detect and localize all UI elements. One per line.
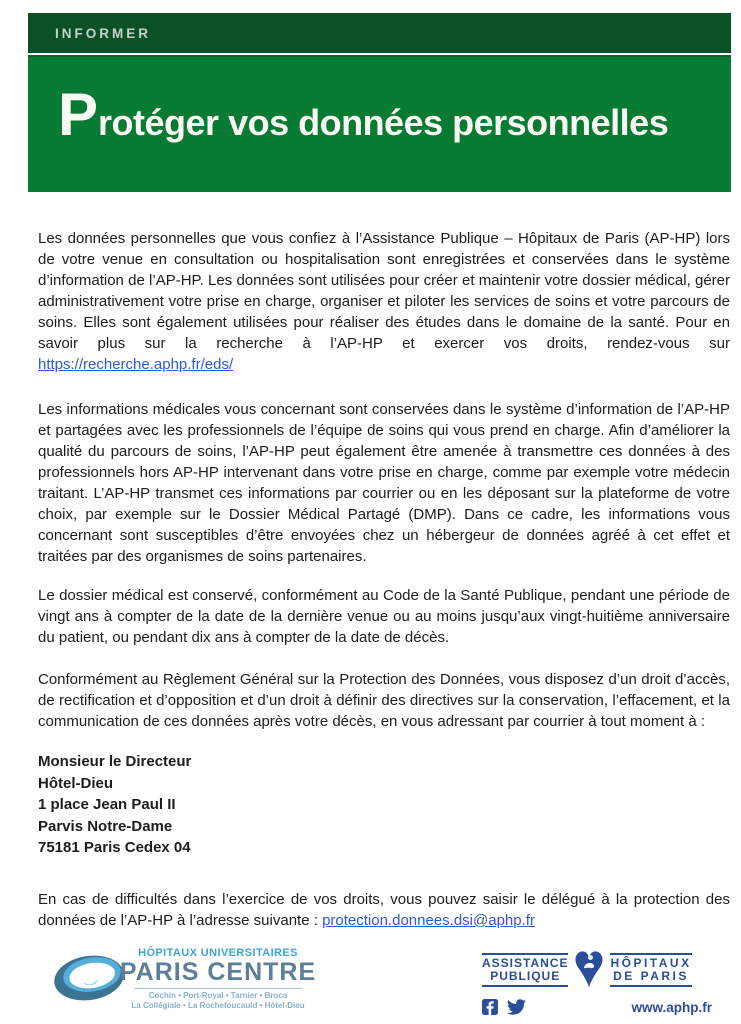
paris-centre-logo: [52, 947, 317, 1011]
aphp-word-de-paris: DE PARIS: [613, 969, 689, 983]
paris-centre-text: [119, 947, 317, 1011]
address-line-place: Parvis Notre-Dame: [38, 817, 173, 835]
paris-centre-sites-2: La Collégiale • La Rochefoucauld • Hôtel-Dieu: [131, 1001, 305, 1011]
aphp-word-publique: PUBLIQUE: [490, 969, 561, 983]
aphp-footer-row: [482, 999, 712, 1015]
paris-centre-sites-1: Cochin • Port-Royal • Tarnier • Broca: [148, 991, 288, 1001]
closing-text: En cas de difficultés dans l’exercice de vos droits, vous pouvez saisir le délégué à la protection des données de l’AP-HP à l’adresse suivante :: [38, 891, 730, 929]
paragraph-contact-dpo: [38, 889, 730, 931]
paragraph-data-collection: [38, 228, 730, 375]
page-title: [58, 81, 669, 148]
paragraph-1-text: Les données personnelles que vous confiez à l’Assistance Publique – Hôpitaux de Paris (AP-HP) lors de votre venue en consultation ou hospitalisation sont enregistrées et conservées dans le système d’information de l’AP-HP. Les données sont utilisées pour créer et maintenir votre dossier médical, gérer administrativement votre prise en charge, organiser et piloter les services de soins et votre parcours de soins. Elles sont également utilisées pour réaliser des études dans le domaine de la santé. Pour en savoir plus sur la recherche à l’AP-HP et exercer vos droits, rendez-vous sur: [38, 230, 730, 352]
twitter-icon: [507, 999, 526, 1015]
recherche-link[interactable]: https://recherche.aphp.fr/eds/: [38, 356, 234, 373]
paragraph-retention: Le dossier médical est conservé, conformément au Code de la Santé Publique, pendant une période de vingt ans à compter de la date de la dernière venue ou au moins jusqu’aux vingt-huitième anniversaire du patient, ou pendant dix ans à compter de la date de décès.: [38, 587, 730, 646]
aphp-hopitaux-paris-block: [610, 953, 691, 987]
title-banner: [28, 55, 731, 192]
address-line-city: 75181 Paris Cedex 04: [38, 839, 191, 856]
title-dropcap: P: [58, 81, 99, 148]
facebook-icon: [482, 999, 498, 1015]
aphp-heart-icon: [573, 948, 605, 992]
aphp-assistance-publique-block: [482, 953, 568, 987]
paris-centre-divider: [134, 988, 302, 989]
postal-address: [38, 751, 191, 859]
paragraph-rgpd-rights: Conformément au Règlement Général sur la Protection des Données, vous disposez d’un droit d’accès, de rectification et d’opposition et d’un droit à définir des directives sur la conservation, l’effacement, et la communication de ces données après votre décès, en vous adressant par courrier à tout moment à :: [38, 671, 730, 730]
social-icons: [482, 999, 526, 1015]
kicker-label: INFORMER: [55, 25, 151, 41]
aphp-website: www.aphp.fr: [631, 999, 712, 1015]
paris-centre-line2: PARIS CENTRE: [119, 958, 317, 986]
dpo-email-link[interactable]: protection.donnees.dsi@aphp.fr: [322, 912, 535, 929]
aphp-logo: [482, 948, 712, 1015]
address-line-street: 1 place Jean Paul II: [38, 796, 176, 813]
aphp-word-assistance: ASSISTANCE: [482, 956, 569, 970]
paris-centre-line1: HÔPITAUX UNIVERSITAIRES: [138, 947, 298, 959]
paris-centre-ellipse-icon: [52, 953, 126, 1003]
kicker-bar: [28, 13, 731, 53]
address-line-recipient: Monsieur le Directeur: [38, 753, 192, 770]
address-line-hospital: Hôtel-Dieu: [38, 774, 113, 792]
title-text: rotéger vos données personnelles: [98, 102, 669, 143]
aphp-logo-row: [482, 948, 712, 992]
paragraph-data-sharing: Les informations médicales vous concernant sont conservées dans le système d’information de l’AP-HP et partagées avec les professionnels de l’équipe de soins qui vous prend en charge. Afin d’améliorer la qualité du parcours de soins, l’AP-HP peut également être amenée à transmettre ces données à des professionnels hors AP-HP intervenant dans votre prise en charge, comme par exemple votre médecin traitant. L’AP-HP transmet ces informations par courrier ou en les déposant sur la plateforme de votre choix, par exemple sur le Dossier Médical Partagé (DMP). Dans ce cadre, les informations vous concernant sont susceptibles d’être envoyées chez un hébergeur de données agréé à cet effet et traitées par des organismes de soins partenaires.: [38, 401, 730, 565]
aphp-word-hopitaux: HÔPITAUX: [610, 956, 692, 970]
